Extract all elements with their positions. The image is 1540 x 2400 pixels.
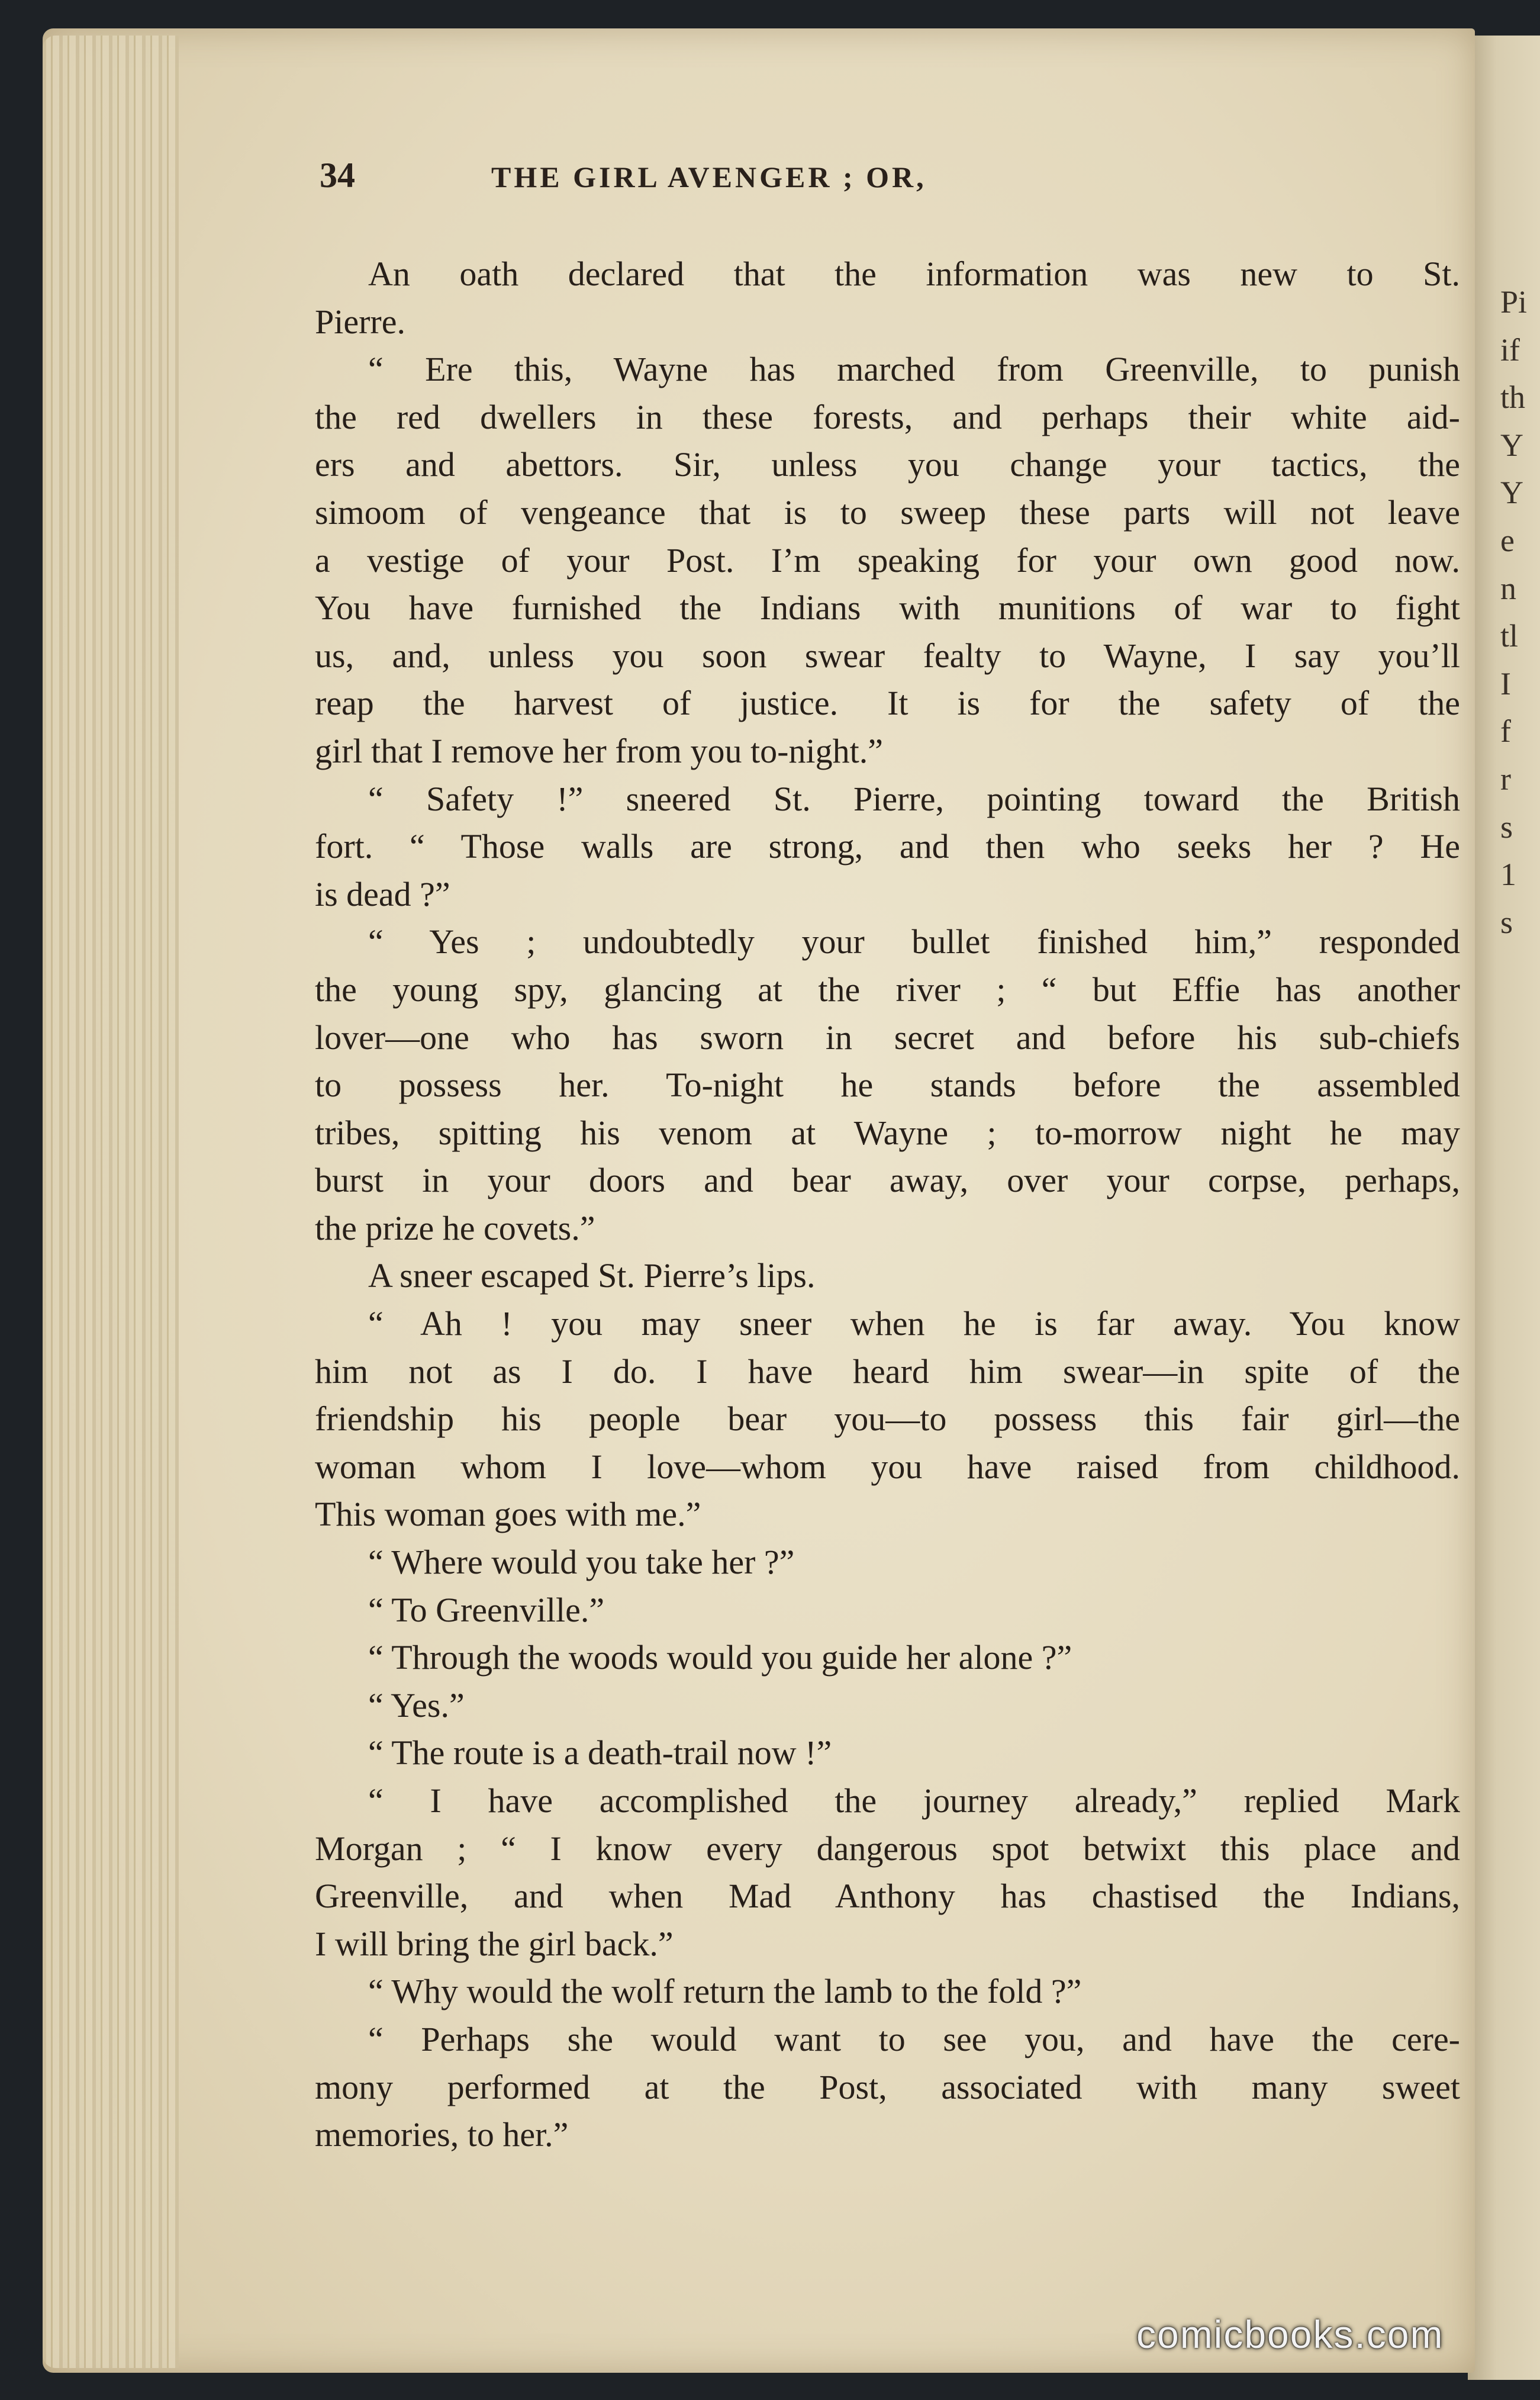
text-line: Greenville, and when Mad Anthony has chastised the Indians, [315,1877,1460,1916]
text-line: a vestige of your Post. I’m speaking for your own good now. [315,541,1460,580]
watermark: comicbooks.com [1136,2312,1444,2356]
text-line: woman whom I love—whom you have raised from childhood. [315,1447,1460,1486]
facing-page-fragment: r [1500,761,1511,797]
facing-page-fragment: f [1500,713,1511,749]
text-line: “ Through the woods would you guide her alone ?” [368,1638,1072,1677]
text-line: “ Why would the wolf return the lamb to the fold ?” [368,1972,1082,2011]
page-stack-edges [43,36,179,2368]
text-line: A sneer escaped St. Pierre’s lips. [368,1256,816,1295]
facing-page-fragment: Y [1500,475,1523,511]
facing-page-fragment: Y [1500,427,1523,463]
facing-page-letters [1500,278,1540,946]
text-line: reap the harvest of justice. It is for the safety of the [315,684,1460,723]
text-line: Pierre. [315,302,405,341]
text-line: ers and abettors. Sir, unless you change your tactics, the [315,445,1460,484]
text-line: “ The route is a death-trail now !” [368,1733,832,1772]
facing-page-fragment: if [1500,332,1520,368]
text-line: I will bring the girl back.” [315,1924,674,1963]
text-line: “ Ah ! you may sneer when he is far away. You know [368,1304,1460,1343]
text-line: “ Yes ; undoubtedly your bullet finished him,” responded [368,922,1460,961]
text-line: the young spy, glancing at the river ; “ but Effie has another [315,970,1460,1009]
running-title: THE GIRL AVENGER ; OR, [491,160,927,194]
text-line: memories, to her.” [315,2115,569,2154]
text-line: mony performed at the Post, associated with many sweet [315,2067,1460,2106]
facing-page-fragment: th [1500,379,1526,416]
text-line: burst in your doors and bear away, over your corpse, perhaps, [315,1161,1460,1200]
facing-page-fragment: s [1500,809,1513,845]
text-line: “ To Greenville.” [368,1590,605,1629]
text-line: the prize he covets.” [315,1208,595,1247]
page-number: 34 [320,156,355,195]
text-line: to possess her. To-night he stands before the assembled [315,1066,1460,1105]
text-line: friendship his people bear you—to possess this fair girl—the [315,1400,1460,1439]
text-line: “ Perhaps she would want to see you, and have the cere- [368,2019,1460,2058]
text-line: lover—one who has sworn in secret and before his sub-chiefs [315,1018,1460,1057]
text-line: Morgan ; “ I know every dangerous spot betwixt this place and [315,1829,1460,1868]
facing-page-fragment: 1 [1500,857,1516,893]
facing-page-fragment: I [1500,665,1511,702]
text-line: him not as I do. I have heard him swear—in spite of the [315,1352,1460,1391]
facing-page-fragment: Pi [1500,284,1528,320]
running-head [320,155,1462,202]
text-line: “ Where would you take her ?” [368,1543,795,1582]
text-line: us, and, unless you soon swear fealty to Wayne, I say you’ll [315,636,1460,675]
text-line: “ I have accomplished the journey already,” replied Mark [368,1781,1460,1820]
text-line: fort. “ Those walls are strong, and then who seeks her ? He [315,827,1460,866]
text-line: “ Safety !” sneered St. Pierre, pointing toward the British [368,779,1460,818]
text-line: “ Ere this, Wayne has marched from Greenville, to punish [368,350,1460,389]
body-text [315,250,1460,2159]
text-line: An oath declared that the information was new to St. [368,255,1460,293]
text-line: This woman goes with me.” [315,1495,701,1534]
facing-page-fragment: e [1500,522,1515,558]
facing-page-fragment: tl [1500,618,1519,654]
text-line: tribes, spitting his venom at Wayne ; to-morrow night he may [315,1113,1460,1152]
text-line: You have furnished the Indians with munitions of war to fight [315,588,1460,628]
facing-page-fragment: s [1500,904,1513,940]
facing-page-fragment: n [1500,570,1516,606]
text-line: the red dwellers in these forests, and perhaps their white aid- [315,397,1460,436]
text-line: is dead ?” [315,874,450,913]
text-line: simoom of vengeance that is to sweep these parts will not leave [315,493,1460,532]
text-line: “ Yes.” [368,1685,465,1725]
text-line: girl that I remove her from you to-night.” [315,731,883,770]
